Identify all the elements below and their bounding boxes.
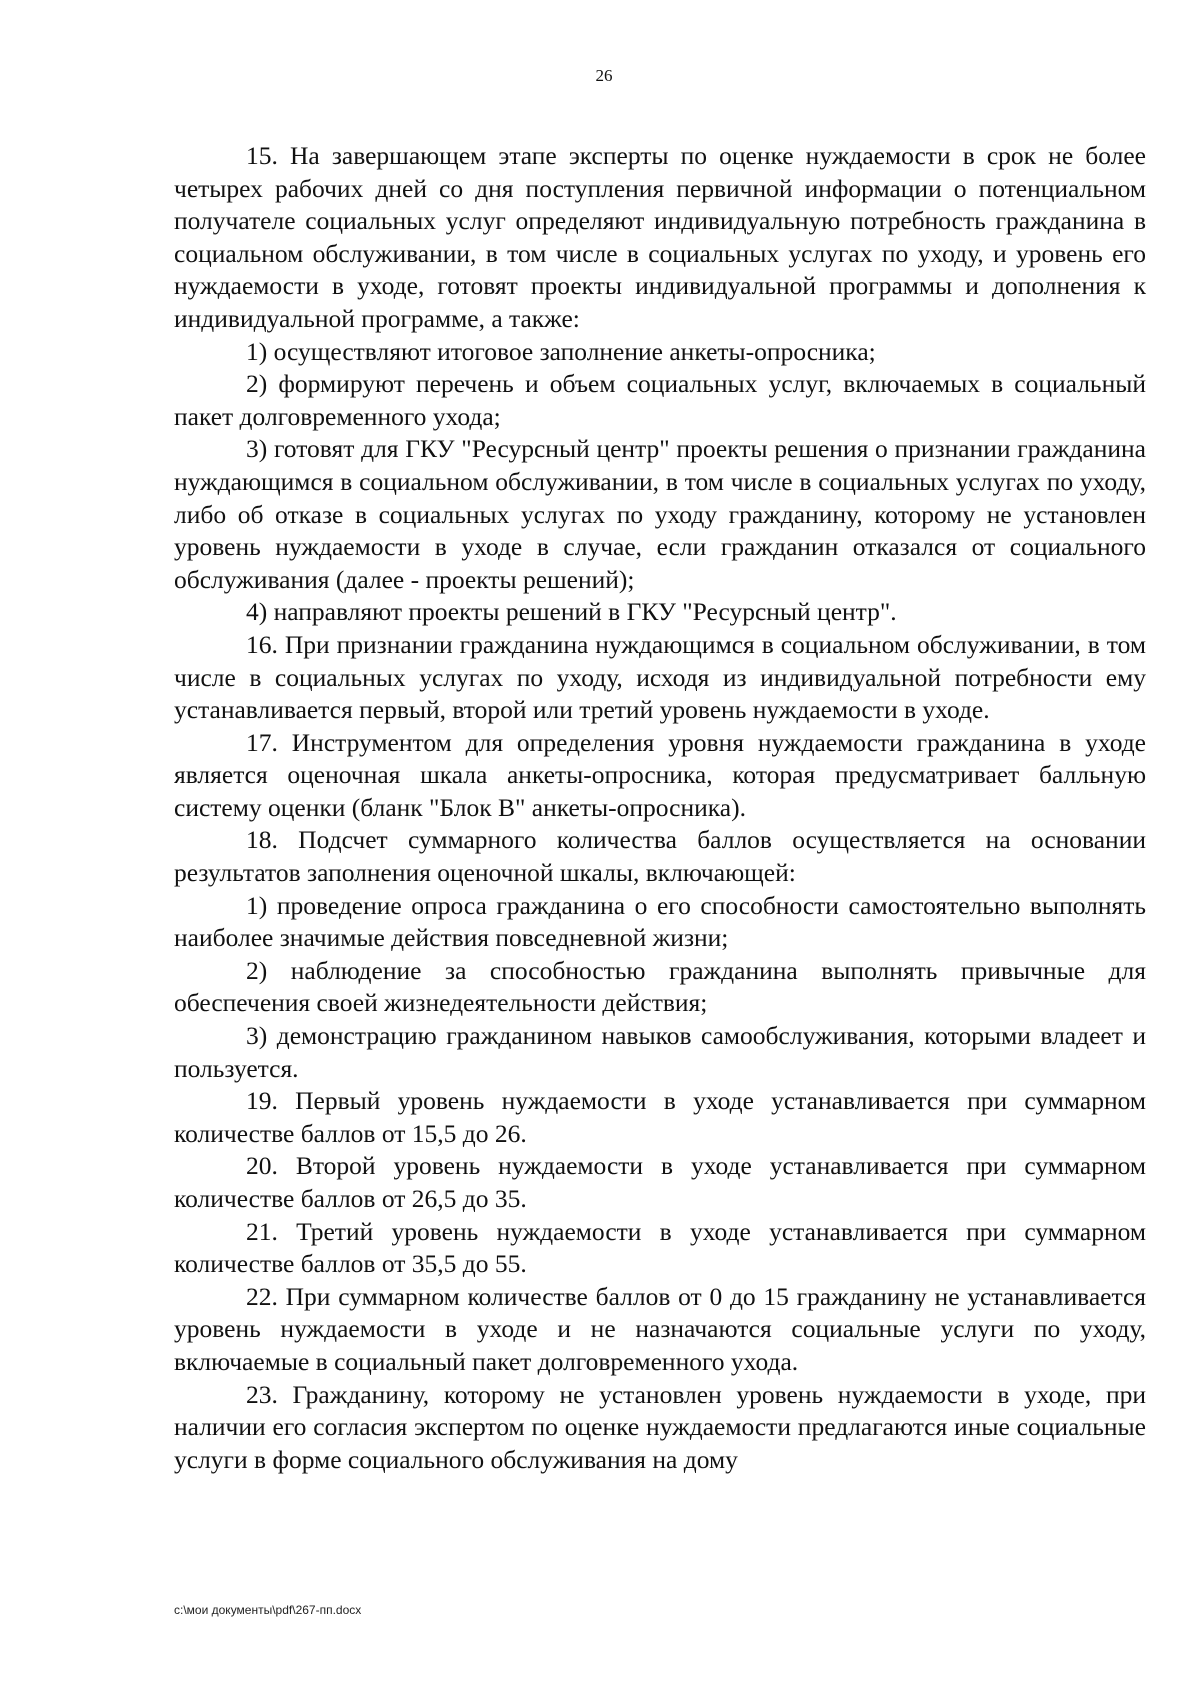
paragraph-16: 16. При признании гражданина нуждающимся в социальном обслуживании, в том числе в социальных услугах по уходу, исходя из индивидуальной потребности ему устанавливается первый, второй или третий уровень нуждаемости в уходе. [174,629,1146,725]
page-number: 26 [595,66,613,85]
paragraph-15: 15. На завершающем этапе эксперты по оценке нуждаемости в срок не более четырех рабочих дней со дня поступления первичной информации о потенциальном получателе социальных услуг определяют индивидуальную потребность гражданина в социальном обслуживании, в том числе в социальных услугах по уходу, и уровень его нуждаемости в уходе, готовят проекты индивидуальной программы и дополнения к индивидуальной программе, а также: [174,141,1146,333]
paragraph-18-item-1: 1) проведение опроса гражданина о его способности самостоятельно выполнять наиболее значимые действия повседневной жизни; [174,890,1146,953]
paragraph-18-item-2: 2) наблюдение за способностью гражданина выполнять привычные для обеспечения своей жизнедеятельности действия; [174,955,1146,1018]
paragraph-15-item-2: 2) формируют перечень и объем социальных услуг, включаемых в социальный пакет долговременного ухода; [174,369,1146,431]
footer-file-path: c:\мои документы\pdf\267-пп.docx [174,1603,362,1617]
paragraph-17: 17. Инструментом для определения уровня нуждаемости гражданина в уходе является оценочная шкала анкеты-опросника, которая предусматривает балльную систему оценки (бланк "Блок В" анкеты-опросника). [174,727,1146,822]
paragraph-18-item-3: 3) демонстрацию гражданином навыков самообслуживания, которыми владеет и пользуется. [174,1021,1146,1083]
paragraph-19: 19. Первый уровень нуждаемости в уходе устанавливается при суммарном количестве баллов от 15,5 до 26. [174,1086,1146,1148]
paragraph-20: 20. Второй уровень нуждаемости в уходе устанавливается при суммарном количестве баллов от 26,5 до 35. [174,1151,1146,1213]
document-body [174,140,1146,1476]
paragraph-15-item-1: 1) осуществляют итоговое заполнение анкеты-опросника; [246,336,876,366]
paragraph-18: 18. Подсчет суммарного количества баллов осуществляется на основании результатов заполнения оценочной шкалы, включающей: [174,825,1146,888]
paragraph-15-item-4: 4) направляют проекты решений в ГКУ "Ресурсный центр". [246,597,897,627]
paragraph-22: 22. При суммарном количестве баллов от 0 до 15 гражданину не устанавливается уровень нуждаемости в уходе и не назначаются социальные услуги по уходу, включаемые в социальный пакет долговременного ухода. [174,1281,1146,1376]
paragraph-15-item-3: 3) готовят для ГКУ "Ресурсный центр" проекты решения о признании гражданина нуждающимся в социальном обслуживании, в том числе в социальных услугах по уходу, либо об отказе в социальных услугах по уходу гражданину, которому не установлен уровень нуждаемости в уходе в случае, если гражданин отказался от социального обслуживания (далее - проекты решений); [174,434,1146,594]
paragraph-21: 21. Третий уровень нуждаемости в уходе устанавливается при суммарном количестве баллов от 35,5 до 55. [174,1216,1146,1279]
paragraph-23: 23. Гражданину, которому не установлен уровень нуждаемости в уходе, при наличии его согласия экспертом по оценке нуждаемости предлагаются иные социальные услуги в форме социального обслуживания на дому [174,1379,1146,1474]
